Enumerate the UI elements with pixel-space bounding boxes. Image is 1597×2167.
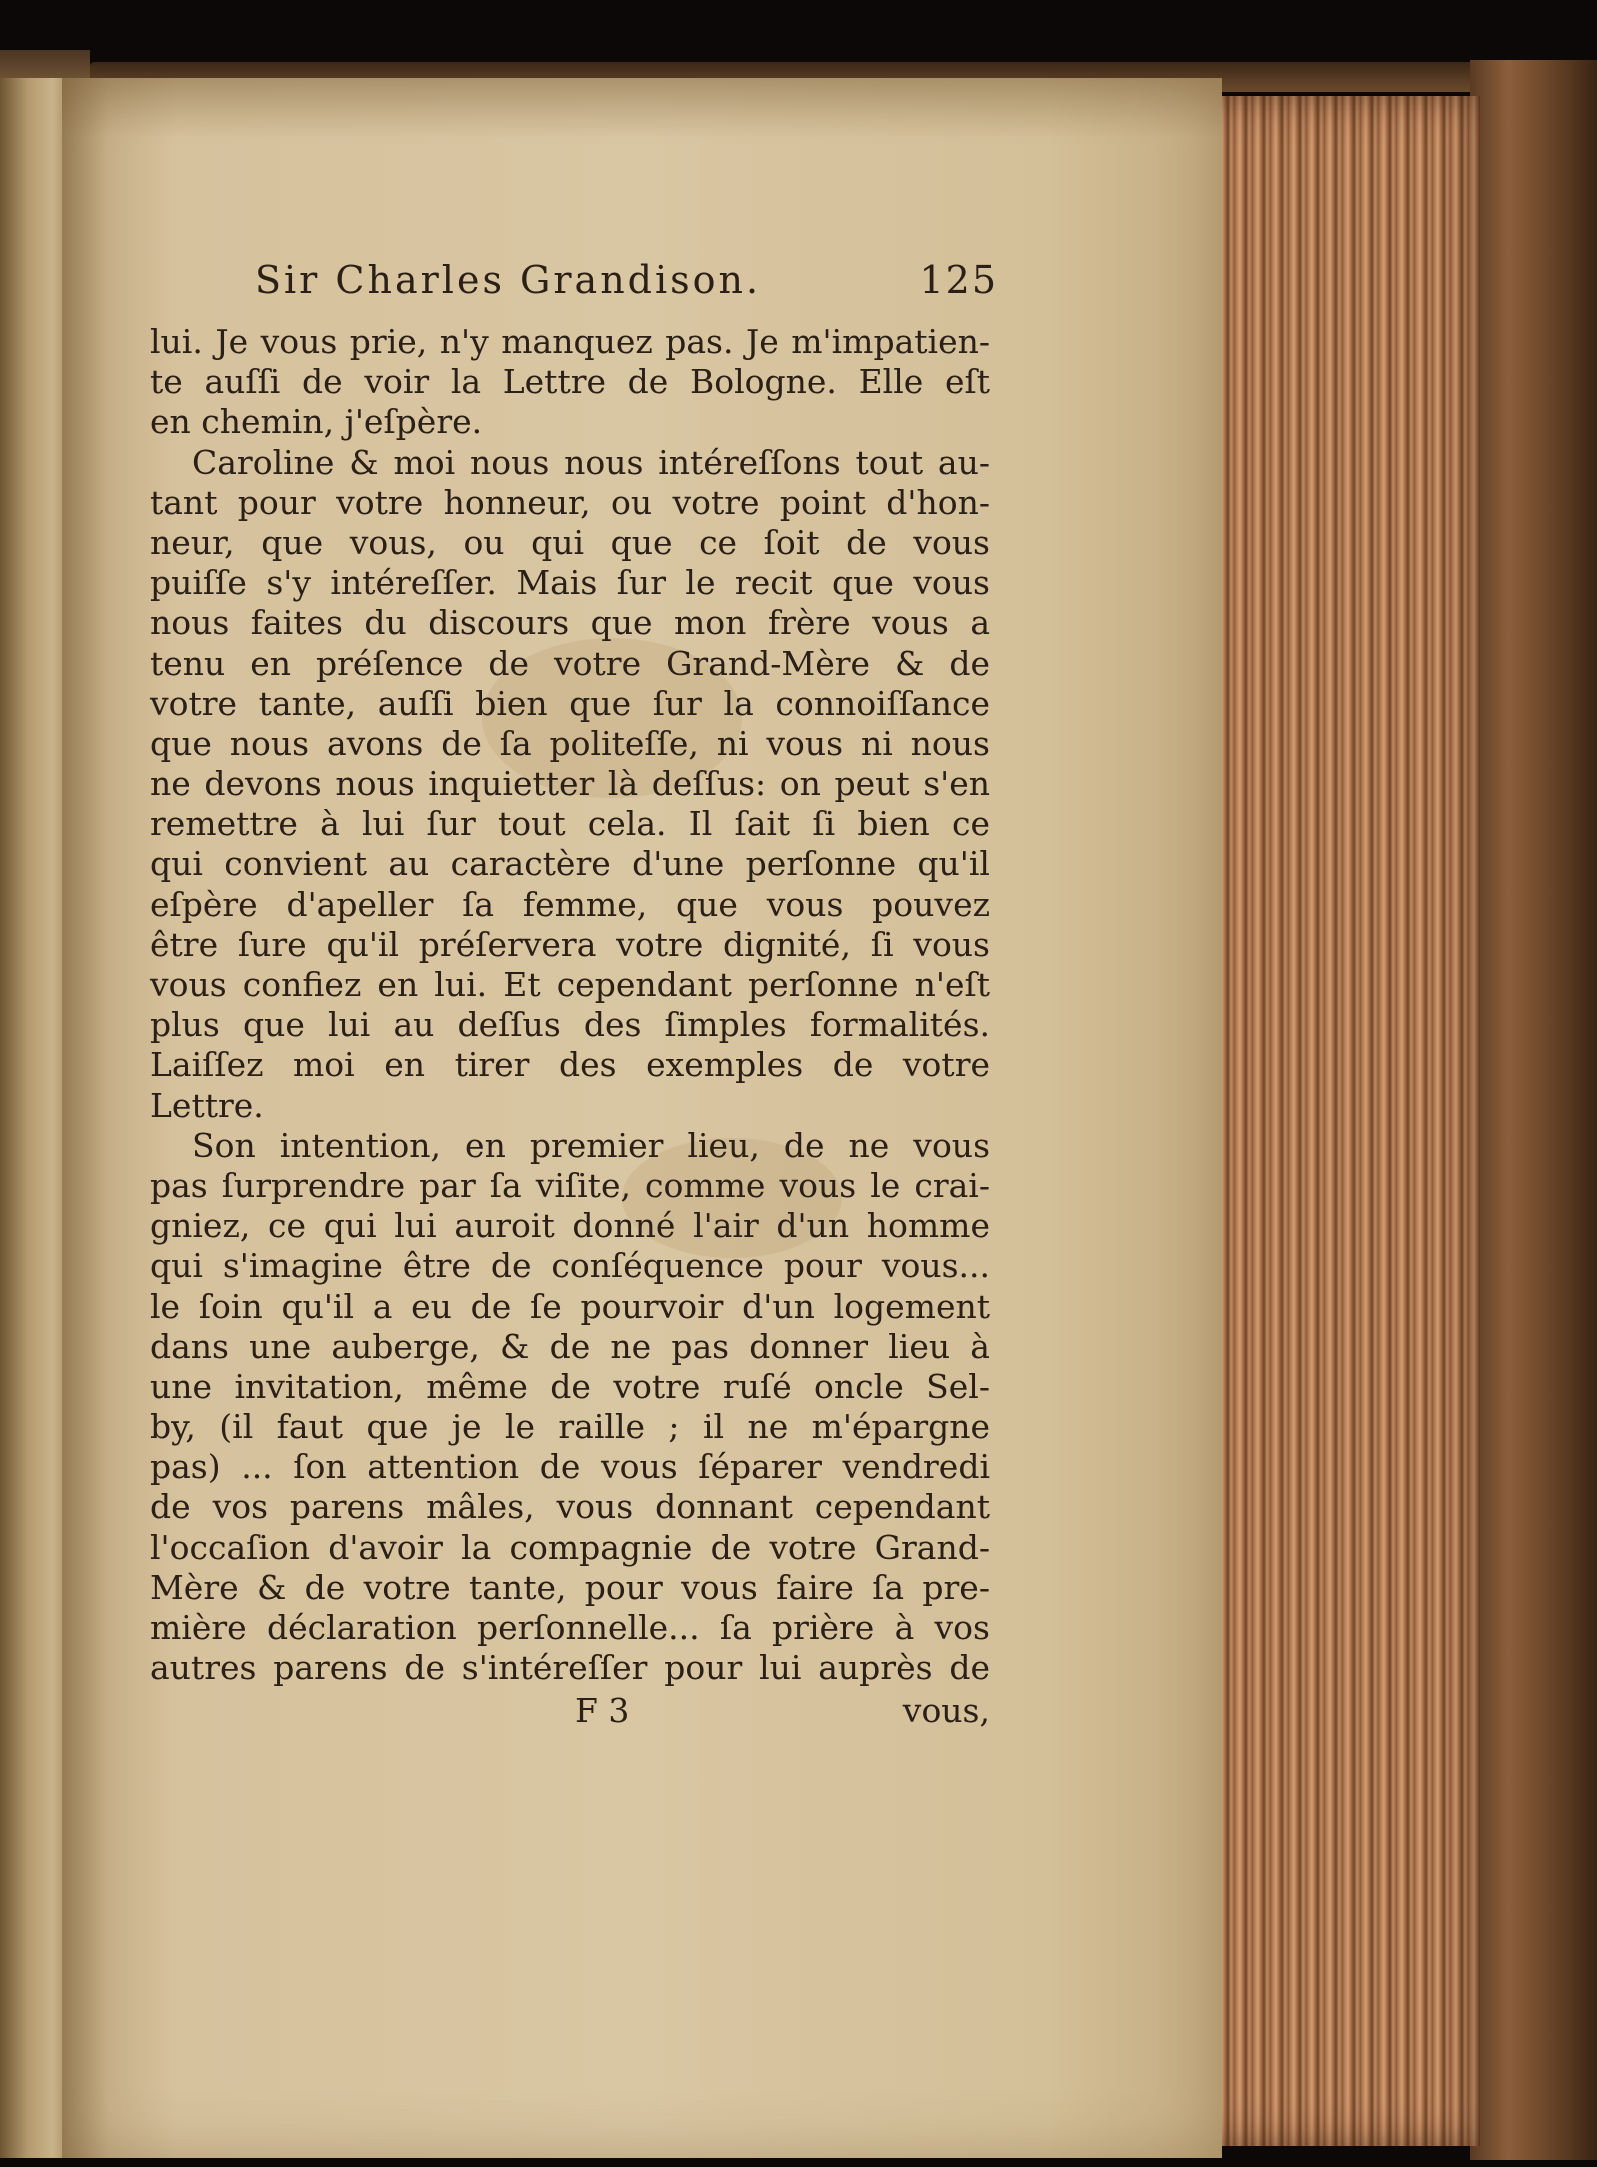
text-line: plus que lui au deſſus des ſimples formalités. [150,1005,990,1045]
text-line: être ſure qu'il préſervera votre dignité, ſi vous [150,924,990,964]
text-line: le ſoin qu'il a eu de ſe pourvoir d'un logement [150,1286,990,1326]
text-line: Lettre. [150,1085,264,1125]
page-fore-edge [1180,96,1480,2146]
text-line: Son intention, en premier lieu, de ne vous [192,1125,990,1165]
text-line: lui. Je vous prie, n'y manquez pas. Je m'impatien- [150,322,990,361]
text-line: en chemin, j'eſpère. [150,402,483,442]
text-line: dans une auberge, & de ne pas donner lieu à [150,1326,990,1366]
text-line: eſpère d'apeller ſa femme, que vous pouvez [150,884,990,924]
facing-page-edge [0,78,70,2158]
text-line: tenu en préſence de votre Grand-Mère & de [150,643,990,683]
text-line: by, (il faut que je le raille ; il ne m'épargne [150,1407,990,1447]
text-line: que nous avons de ſa politeſſe, ni vous ni nous [150,723,990,763]
running-title: Sir Charles Grandison. [255,258,762,302]
text-line: puiſſe s'y intéreſſer. Mais ſur le recit que vous [150,563,990,603]
text-line: qui s'imagine être de conſéquence pour vous... [150,1246,990,1286]
running-head [150,258,998,318]
text-line: pas) ... ſon attention de vous ſéparer vendredi [150,1447,990,1487]
signature-mark: F 3 [575,1691,630,1731]
page-number: 125 [919,258,998,302]
text-line: gniez, ce qui lui auroit donné l'air d'un homme [150,1206,990,1246]
text-line: te auſſi de voir la Lettre de Bologne. Elle eſt [150,362,990,402]
text-line: autres parens de s'intéreſſer pour lui auprès de [150,1648,990,1688]
text-line: tant pour votre honneur, ou votre point d'hon- [150,482,990,522]
text-line: ne devons nous inquietter là deſſus: on peut s'en [150,764,990,804]
text-line: pas ſurprendre par ſa viſite, comme vous le crai- [150,1165,990,1205]
text-line: l'occaſion d'avoir la compagnie de votre Grand- [150,1527,990,1567]
page-footer [150,1688,990,1734]
book-cover [1470,60,1597,2160]
page-text-block [150,258,998,1734]
text-line: vous confiez en lui. Et cependant perſonne n'eſt [150,965,990,1004]
text-line: Mère & de votre tante, pour vous faire ſa pre- [150,1567,990,1607]
text-line: votre tante, auſſi bien que ſur la connoiſſance [150,683,990,723]
text-line: mière déclaration perſonnelle... ſa prière à vos [150,1608,990,1647]
text-line: qui convient au caractère d'une perſonne qu'il [150,844,990,884]
text-line: Caroline & moi nous nous intéreſſons tout au- [192,442,990,482]
text-line: remettre à lui ſur tout cela. Il ſait ſi bien ce [150,804,990,844]
text-line: une invitation, même de votre ruſé oncle Sel- [150,1366,990,1406]
text-line: de vos parens mâles, vous donnant cependant [150,1487,990,1527]
catchword: vous, [902,1691,990,1731]
text-body [150,322,990,1688]
text-line: Laiſſez moi en tirer des exemples de votre [150,1045,990,1085]
text-line: neur, que vous, ou qui que ce ſoit de vous [150,522,990,562]
text-line: nous faites du discours que mon frère vous a [150,603,990,643]
